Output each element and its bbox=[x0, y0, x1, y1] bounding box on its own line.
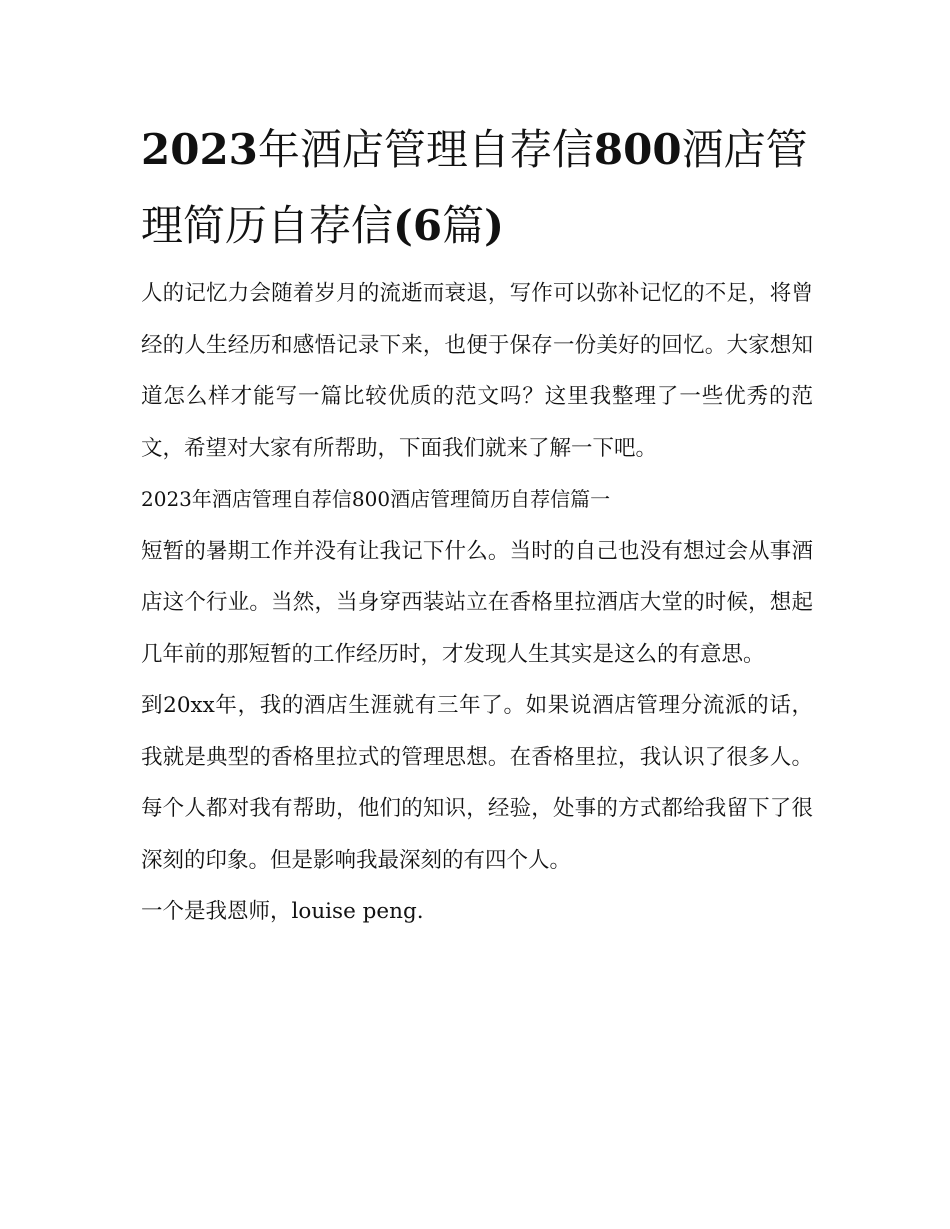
document-title: 2023年酒店管理自荐信800酒店管理简历自荐信(6篇) bbox=[141, 125, 808, 250]
body-paragraph: 短暂的暑期工作并没有让我记下什么。当时的自己也没有想过会从事酒店这个行业。当然，当身穿西装站立在香格里拉酒店大堂的时候，想起几年前的那短暂的工作经历时，才发现人生其实是这么的有意思。 bbox=[141, 538, 813, 667]
section-heading: 2023年酒店管理自荐信800酒店管理简历自荐信篇一 bbox=[141, 487, 611, 511]
intro-paragraph: 人的记忆力会随着岁月的流逝而衰退，写作可以弥补记忆的不足，将曾经的人生经历和感悟记录下来，也便于保存一份美好的回忆。大家想知道怎么样才能写一篇比较优质的范文吗？这里我整理了一些优秀的范文，希望对大家有所帮助，下面我们就来了解一下吧。 bbox=[141, 281, 813, 461]
body-paragraph: 到20xx年，我的酒店生涯就有三年了。如果说酒店管理分流派的话，我就是典型的香格里拉式的管理思想。在香格里拉，我认识了很多人。每个人都对我有帮助，他们的知识，经验，处事的方式都给我留下了很深刻的印象。但是影响我最深刻的有四个人。 bbox=[141, 693, 813, 873]
body-paragraph: 一个是我恩师，louise peng. bbox=[141, 899, 424, 924]
document-body bbox=[141, 112, 813, 938]
